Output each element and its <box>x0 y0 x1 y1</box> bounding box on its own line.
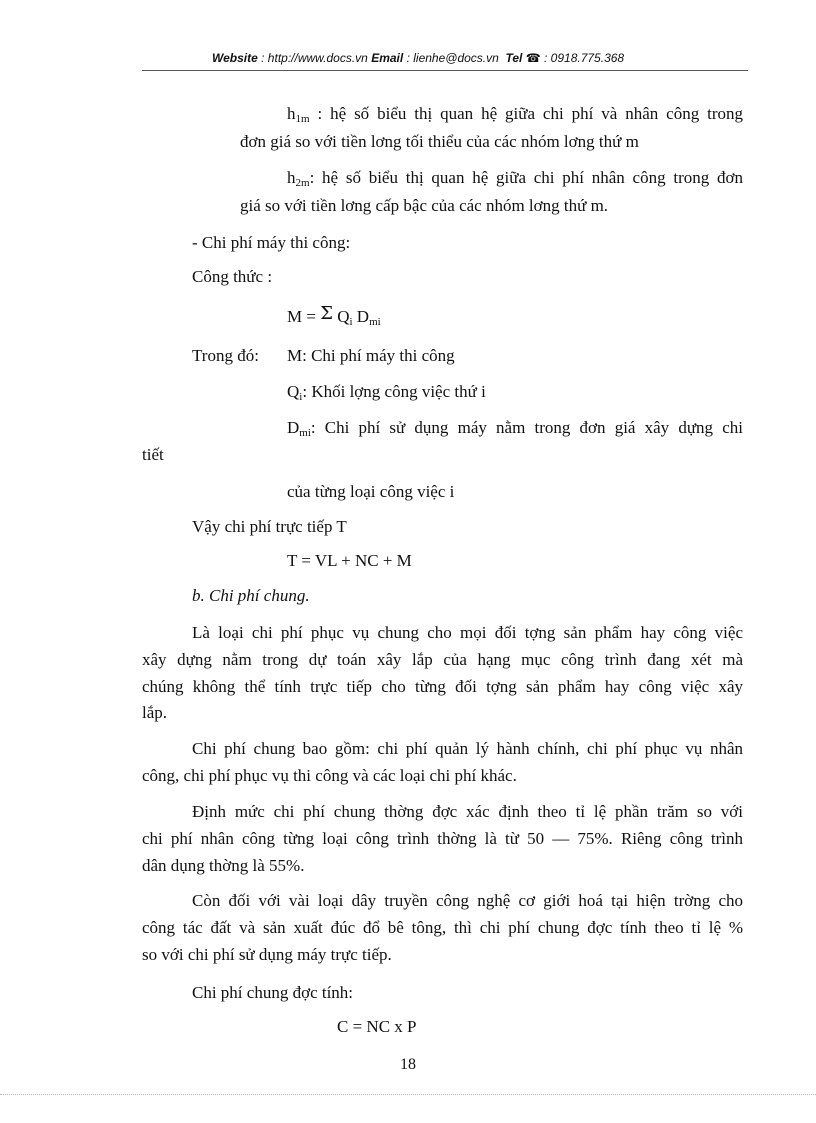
direct-cost-formula: T = VL + NC + M <box>287 551 412 570</box>
website-value: : http://www.docs.vn <box>261 51 368 65</box>
where-q: $Q_i$: Khối lợng công việc thứ i <box>287 382 486 403</box>
where-d-continuation2: của từng loại công việc i <box>287 482 455 501</box>
header-divider <box>142 70 748 71</box>
direct-cost-label: Vậy chi phí trực tiếp T <box>192 517 347 536</box>
phone-icon: ☎ <box>525 51 541 65</box>
page-header <box>212 51 682 65</box>
paragraph-2-line1: Chi phí chung bao gồm: chi phí quản lý hành chính, chi phí phục vụ nhân <box>192 739 743 758</box>
paragraph-1-line1: Là loại chi phí phục vụ chung cho mọi đối tợng sản phẩm hay công việc <box>192 623 743 642</box>
paragraph-3-line1: Định mức chi phí chung thờng đợc xác định theo tỉ lệ phần trăm so với <box>192 802 743 821</box>
tel-label: Tel <box>505 51 523 65</box>
h1-definition-line1: $h_{1m}$ : hệ số biểu thị quan hệ giữa chi phí và nhân công trong <box>287 104 743 125</box>
machine-cost-heading: - Chi phí máy thi công: <box>192 233 351 252</box>
paragraph-4-line1: Còn đối với vài loại dây truyền công nghệ cơ giới hoá tại hiện trờng cho <box>192 891 743 910</box>
overhead-cost-formula: C = NC x P <box>337 1017 417 1036</box>
page-number: 18 <box>400 1056 416 1073</box>
tel-value: : 0918.775.368 <box>544 51 625 65</box>
email-value: : lienhe@docs.vn <box>406 51 499 65</box>
machine-cost-formula: M = Σ $Q_i$ $D_{mi}$ <box>287 303 381 328</box>
paragraph-1-line3: chúng không thể tính trực tiếp cho từng đối tợng sản phẩm hay công việc xây <box>142 677 743 696</box>
email-label: Email <box>371 51 404 65</box>
formula-label: Công thức : <box>192 267 273 286</box>
h2-definition-line2: giá so với tiền lơng cấp bậc của các nhóm lơng thứ m. <box>240 196 609 215</box>
where-label: Trong đó: <box>192 346 259 365</box>
paragraph-3-line3: dân dụng thờng là 55%. <box>142 856 305 875</box>
page-bottom-divider <box>0 1094 816 1095</box>
where-m: M: Chi phí máy thi công <box>287 346 455 365</box>
paragraph-1-line4: lắp. <box>142 703 168 722</box>
h2-definition-line1: $h_{2m}$: hệ số biểu thị quan hệ giữa chi phí nhân công trong đơn <box>287 168 743 189</box>
paragraph-3-line2: chi phí nhân công từng loại công trình thờng là từ 50 — 75%. Riêng công trình <box>142 829 743 848</box>
where-d: $D_{mi}$: Chi phí sử dụng máy nằm trong đơn giá xây dựng chi <box>287 418 743 439</box>
section-b-heading: b. Chi phí chung. <box>192 586 310 605</box>
where-d-continuation: tiết <box>142 445 164 464</box>
h1-definition-line2: đơn giá so với tiền lơng tối thiểu của các nhóm lơng thứ m <box>240 132 639 151</box>
paragraph-4-line2: công tác đất và sản xuất đúc đổ bê tông, thì chi phí chung đợc tính theo tỉ lệ % <box>142 918 743 937</box>
paragraph-2-line2: công, chi phí phục vụ thi công và các loại chi phí khác. <box>142 766 517 785</box>
paragraph-4-line3: so với chi phí sử dụng máy trực tiếp. <box>142 945 392 964</box>
paragraph-1-line2: xây dựng nằm trong dự toán xây lắp của hạng mục công trình đang xét mà <box>142 650 743 669</box>
website-label: Website <box>212 51 258 65</box>
paragraph-5-line1: Chi phí chung đợc tính: <box>192 983 354 1002</box>
